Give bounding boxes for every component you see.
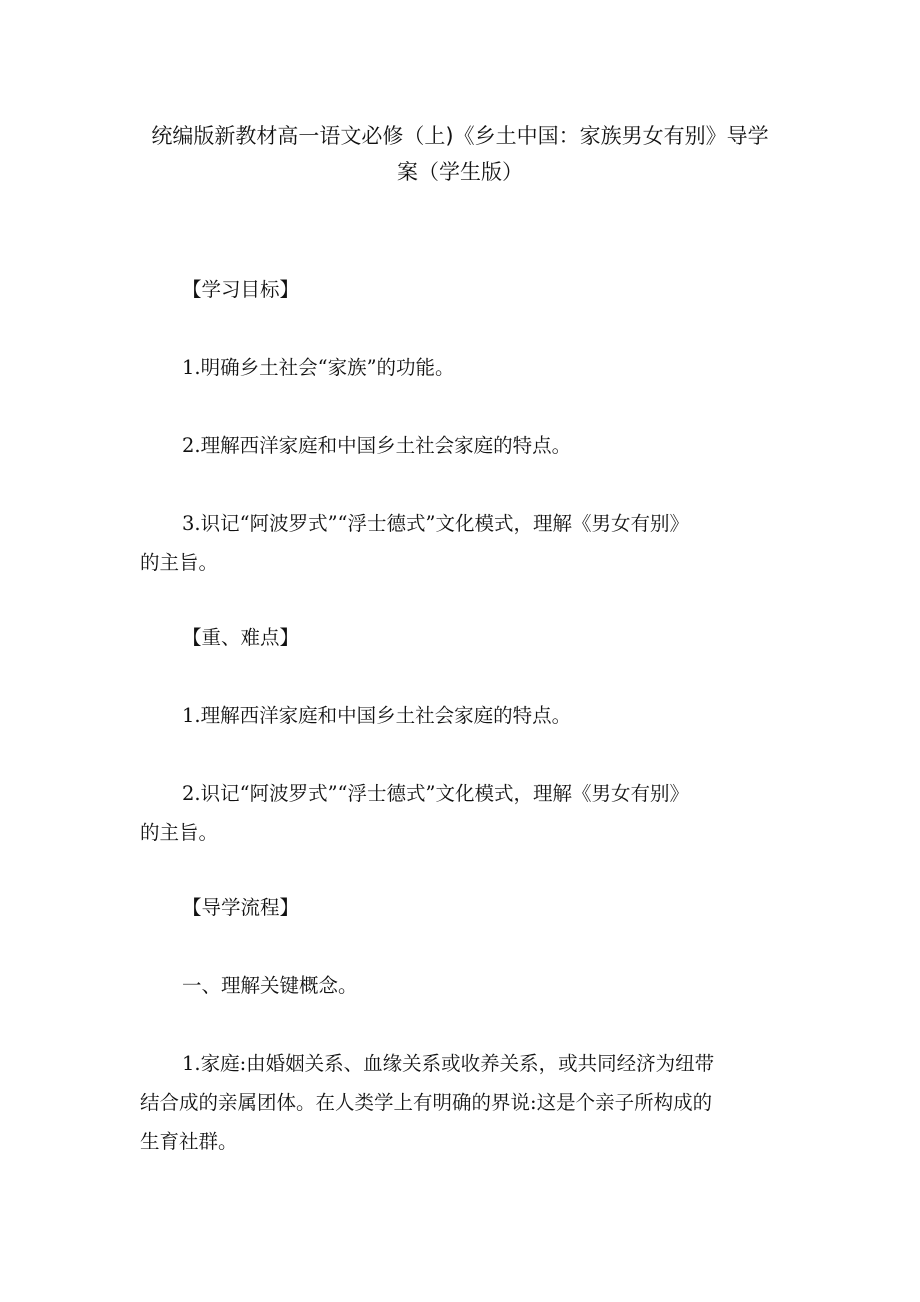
document-title: [135, 118, 785, 190]
process-heading: 【导学流程】: [182, 896, 300, 919]
objective-item-1: 1.明确乡土社会“家族”的功能。: [182, 356, 455, 379]
objective-item-3: 3.识记“阿波罗式”“浮士德式”文化模式，理解《男女有别》: [182, 512, 689, 535]
keypoint-item-2: 2.识记“阿波罗式”“浮士德式”文化模式，理解《男女有别》: [182, 782, 689, 805]
definition-line-2: 结合成的亲属团体。在人类学上有明确的界说:这是个亲子所构成的: [140, 1091, 713, 1114]
process-step-1: 一、理解关键概念。: [182, 974, 358, 997]
keypoints-heading: 【重、难点】: [182, 626, 300, 649]
definition-line-1: 1.家庭:由婚姻关系、血缘关系或收养关系，或共同经济为纽带: [182, 1052, 715, 1075]
keypoint-item-2-continued: 的主旨。: [140, 821, 219, 844]
title-line-2: 案（学生版）: [397, 160, 523, 184]
keypoint-item-1: 1.理解西洋家庭和中国乡土社会家庭的特点。: [182, 704, 572, 727]
definition-line-3: 生育社群。: [140, 1130, 238, 1153]
objective-item-2: 2.理解西洋家庭和中国乡土社会家庭的特点。: [182, 434, 572, 457]
title-line-1: 统编版新教材高一语文必修（上)《乡土中国：家族男女有别》导学: [151, 124, 769, 148]
objectives-heading: 【学习目标】: [182, 278, 300, 301]
objective-item-3-continued: 的主旨。: [140, 551, 219, 574]
